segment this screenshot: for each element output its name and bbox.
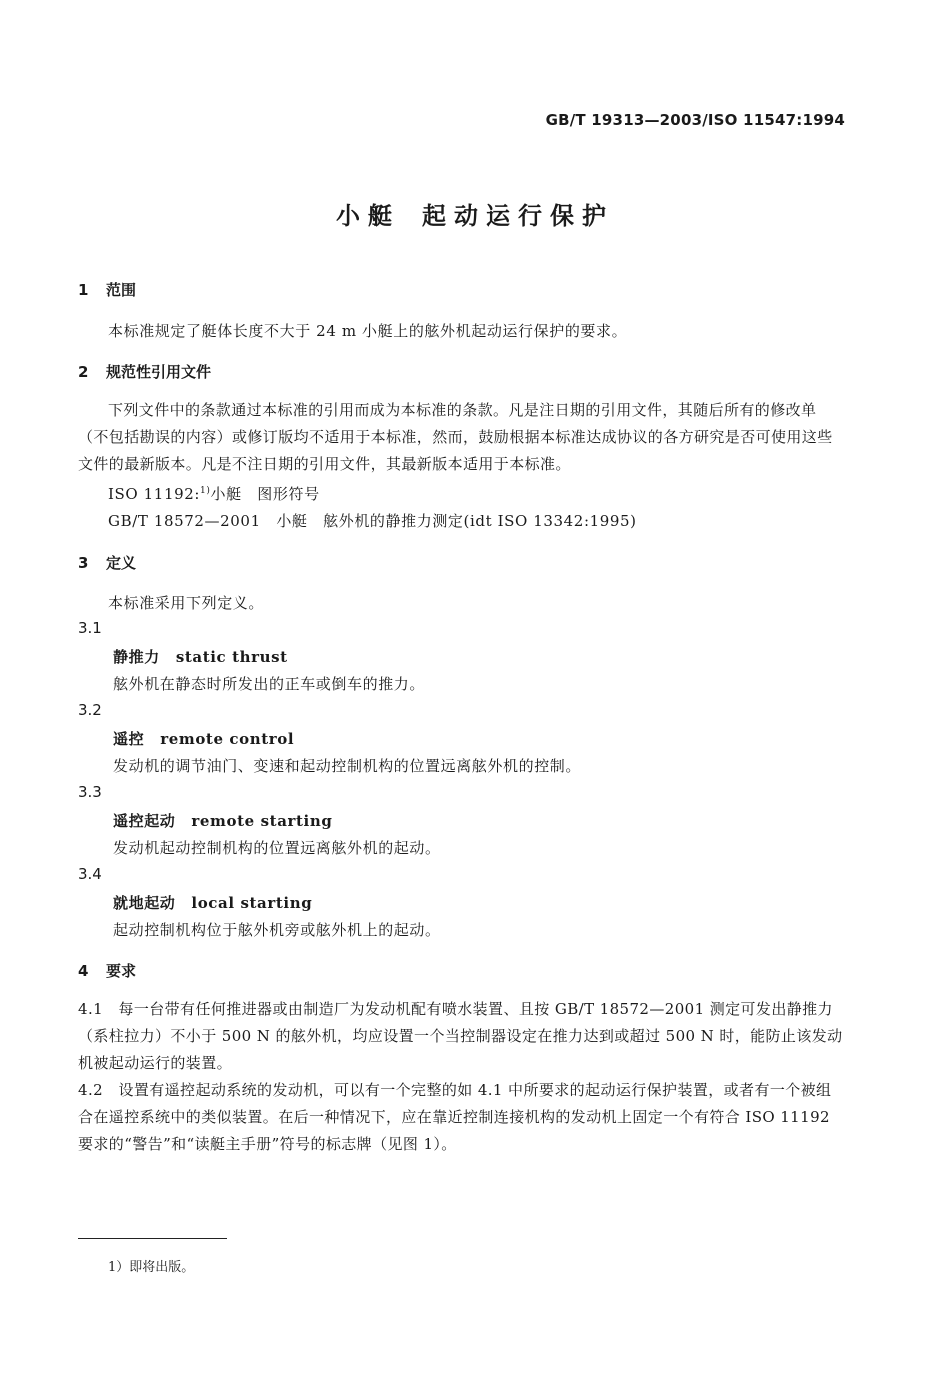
term-chinese: 遥控	[113, 730, 145, 748]
reference-title: 小艇 图形符号	[210, 485, 320, 503]
section-1-text: 本标准规定了艇体长度不大于 24 m 小艇上的舷外机起动运行保护的要求。	[108, 322, 628, 340]
section-2-heading	[78, 361, 211, 382]
section-title: 规范性引用文件	[106, 363, 212, 381]
definition-text: 发动机的调节油门、变速和起动控制机构的位置远离舷外机的控制。	[113, 757, 582, 775]
title-part-1: 小艇	[336, 202, 400, 230]
footnote-marker: 1)	[200, 486, 211, 496]
section-3-heading	[78, 552, 136, 573]
term-chinese: 遥控起动	[113, 812, 176, 830]
standard-code-header: GB/T 19313—2003/ISO 11547:1994	[545, 111, 845, 129]
definition-number: 3.3	[78, 783, 102, 801]
term-english: static thrust	[175, 648, 288, 666]
footnote-divider	[78, 1238, 227, 1239]
definition-number: 3.1	[78, 619, 102, 637]
section-2-paragraph: 下列文件中的条款通过本标准的引用而成为本标准的条款。凡是注日期的引用文件，其随后所有的修改单（不包括勘误的内容）或修订版均不适用于本标准，然而，鼓励根据本标准达成协议的各方研究是否可使用这些文件的最新版本。凡是不注日期的引用文件，其最新版本适用于本标准。	[78, 401, 833, 473]
section-number: 3	[78, 554, 89, 572]
term-english: remote starting	[191, 812, 333, 830]
reference-code: ISO 11192:	[108, 485, 201, 503]
section-number: 1	[78, 281, 89, 299]
section-title: 范围	[106, 281, 137, 299]
section-4-heading	[78, 960, 136, 981]
definition-term	[113, 892, 312, 913]
reference-iso-11192	[108, 483, 320, 504]
definition-number: 3.4	[78, 865, 102, 883]
term-english: remote control	[160, 730, 295, 748]
document-title	[0, 196, 950, 231]
section-number: 4	[78, 962, 89, 980]
section-1-heading	[78, 279, 136, 300]
section-number: 2	[78, 363, 89, 381]
definition-term	[113, 728, 294, 749]
definition-term	[113, 646, 288, 667]
clause-4-1: 4.1 每一台带有任何推进器或由制造厂为发动机配有喷水装置、且按 GB/T 18572—2001 测定可发出静推力（系柱拉力）不小于 500 N 的舷外机，均应设置一个当控制器设定在推力达到或超过 500 N 时，能防止该发动机被起动运行的装置。	[78, 1000, 843, 1072]
reference-gbt-18572: GB/T 18572—2001 小艇 舷外机的静推力测定(idt ISO 13342:1995)	[108, 512, 637, 530]
clause-4-2: 4.2 设置有遥控起动系统的发动机，可以有一个完整的如 4.1 中所要求的起动运行保护装置，或者有一个被组合在遥控系统中的类似装置。在后一种情况下，应在靠近控制连接机构的发动机上固定一个有符合 ISO 11192 要求的“警告”和“读艇主手册”符号的标志牌（见图 1）。	[78, 1081, 832, 1153]
footnote: 1）即将出版。	[108, 1260, 195, 1275]
definition-text: 起动控制机构位于舷外机旁或舷外机上的起动。	[113, 921, 441, 939]
title-part-2: 起动运行保护	[422, 202, 614, 230]
definition-text: 舷外机在静态时所发出的正车或倒车的推力。	[113, 675, 426, 693]
definition-term	[113, 810, 332, 831]
definition-text: 发动机起动控制机构的位置远离舷外机的起动。	[113, 839, 441, 857]
definition-number: 3.2	[78, 701, 102, 719]
term-chinese: 静推力	[113, 648, 160, 666]
section-3-intro: 本标准采用下列定义。	[108, 594, 265, 612]
section-title: 定义	[106, 554, 137, 572]
term-english: local starting	[191, 894, 313, 912]
section-title: 要求	[106, 962, 137, 980]
term-chinese: 就地起动	[113, 894, 176, 912]
